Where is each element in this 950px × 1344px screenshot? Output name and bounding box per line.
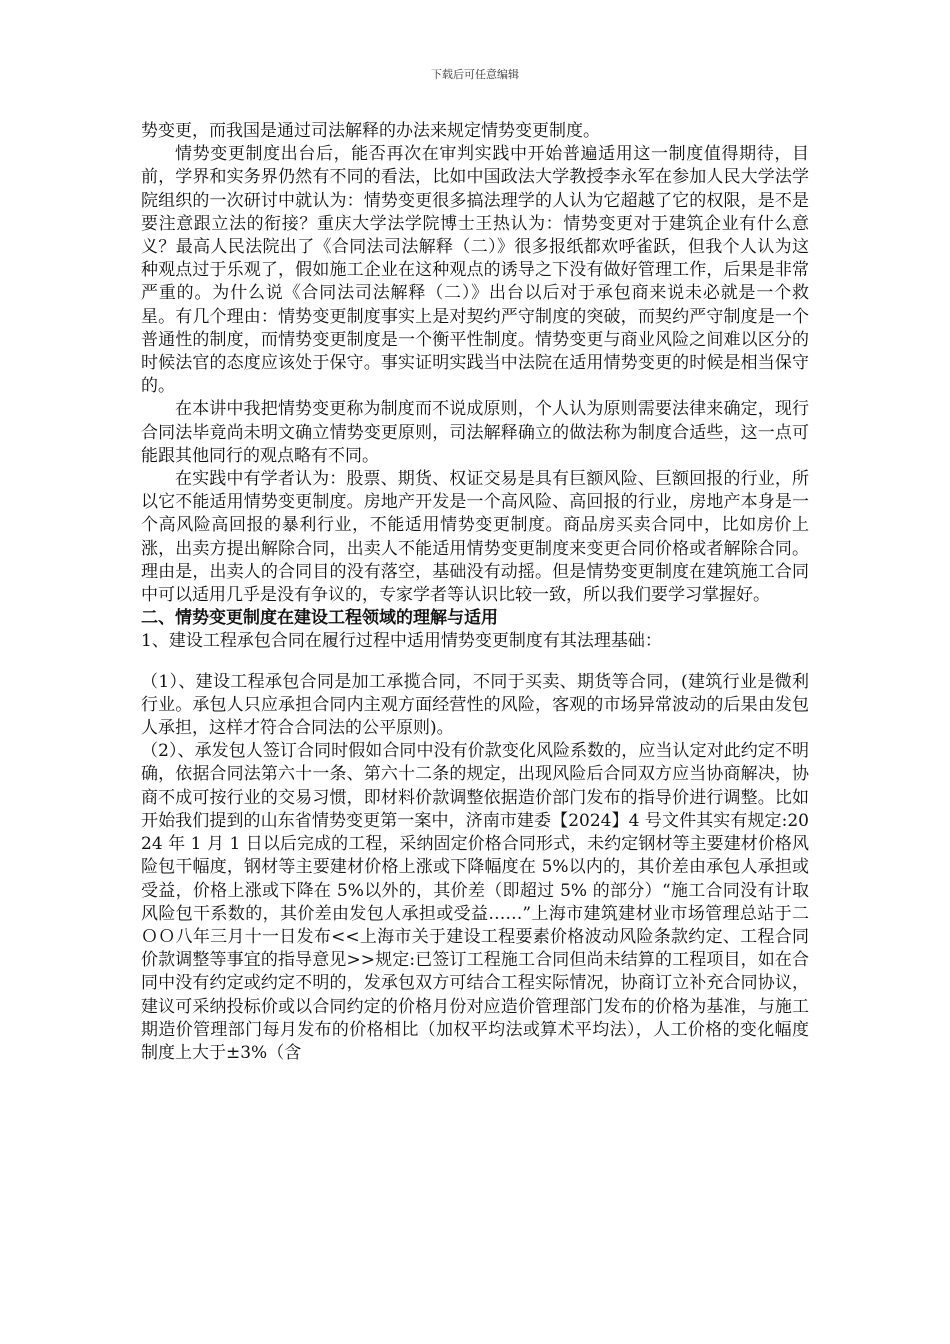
paragraph-continuation: 势变更，而我国是通过司法解释的办法来规定情势变更制度。 — [141, 121, 600, 141]
section-heading: 二、情势变更制度在建设工程领域的理解与适用 — [141, 608, 498, 629]
subsection-heading: 1、建设工程承包合同在履行过程中适用情势变更制度有其法理基础： — [141, 631, 662, 652]
paragraph-applicability: 在实践中有学者认为：股票、期货、权证交易是具有巨额风险、巨额回报的行业，所以它不能适用情势变更制度。房地产开发是一个高风险、高回报的行业，房地产本身是一个高风险高回报的暴利行业，不能适用情势变更制度。商品房买卖合同中，比如房价上涨，出卖方提出解除合同，出卖人不能适用情势变更制度来变更合同价格或者解除合同。理由是，出卖人的合同目的没有落空，基础没有动摇。但是情势变更制度在建筑施工合同中可以适用几乎是没有争议的，专家学者等认识比较一致，所以我们要学习掌握好。 — [141, 469, 809, 606]
paragraph-terminology: 在本讲中我把情势变更称为制度而不说成原则，个人认为原则需要法律来确定，现行合同法毕竟尚未明文确立情势变更原则，司法解释确立的做法称为制度合适些，这一点可能跟其他同行的观点略有不同。 — [141, 399, 809, 466]
list-item-1: （1）、建设工程承包合同是加工承揽合同，不同于买卖、期货等合同，(建筑行业是微利行业。承包人只应承担合同内主观方面经营性的风险，客观的市场异常波动的后果由发包人承担，这样才符合合同法的公平原则)。 — [141, 671, 809, 739]
page-header: 下载后可任意编辑 — [431, 68, 519, 81]
list-item-2: （2）、承发包人签订合同时假如合同中没有价款变化风险系数的，应当认定对此约定不明确，依据合同法第六十一条、第六十二条的规定，出现风险后合同双方应当协商解决，协商不成可按行业的交易习惯，即材料价款调整依据造价部门发布的指导价进行调整。比如开始我们提到的山东省情势变更第一案中，济南市建委【2024】4 号文件其实有规定:2024 年 1 月 1 日以后完成的工程，采纳固定价格合同形式，未约定钢材等主要建材价格风险包干幅度，钢材等主要建材价格上涨或下降幅度在 5%以内的，其价差由承包人承担或受益，价格上涨或下降在 5%以外的，其价差（即超过 5% 的部分）“施工合同没有计取风险包干系数的，其价差由发包人承担或受益……”上海市建筑建材业市场管理总站于二ＯＯ八年三月十一日发布<<上海市关于建设工程要素价格波动风险条款约定、工程合同价款调整等事宜的指导意见>>规定:已签订工程施工合同但尚未结算的工程项目，如在合同中没有约定或约定不明的，发承包双方可结合工程实际情况，协商订立补充合同协议，建议可采纳投标价或以合同约定的价格月份对应造价管理部门发布的价格为基准，与施工期造价管理部门每月发布的价格相比（加权平均法或算术平均法），人工价格的变化幅度制度上大于±3%（含 — [141, 741, 809, 1063]
document-body — [141, 120, 809, 1065]
blank-line — [141, 654, 809, 671]
paragraph-debate: 情势变更制度出台后，能否再次在审判实践中开始普遍适用这一制度值得期待，目前，学界和实务界仍然有不同的看法，比如中国政法大学教授李永军在参加人民大学法学院组织的一次研讨中就认为：情势变更很多搞法理学的人认为它超越了它的权限，是不是要注意跟立法的衔接？重庆大学法学院博士王热认为：情势变更对于建筑企业有什么意义？最高人民法院出了《合同法司法解释（二）》很多报纸都欢呼雀跃，但我个人认为这种观点过于乐观了，假如施工企业在这种观点的诱导之下没有做好管理工作，后果是非常严重的。为什么说《合同法司法解释（二）》出台以后对于承包商来说未必就是一个救星。有几个理由：情势变更制度事实上是对契约严守制度的突破，而契约严守制度是一个普通性的制度，而情势变更制度是一个衡平性制度。情势变更与商业风险之间难以区分的时候法官的态度应该处于保守。事实证明实践当中法院在适用情势变更的时候是相当保守的。 — [141, 144, 809, 397]
